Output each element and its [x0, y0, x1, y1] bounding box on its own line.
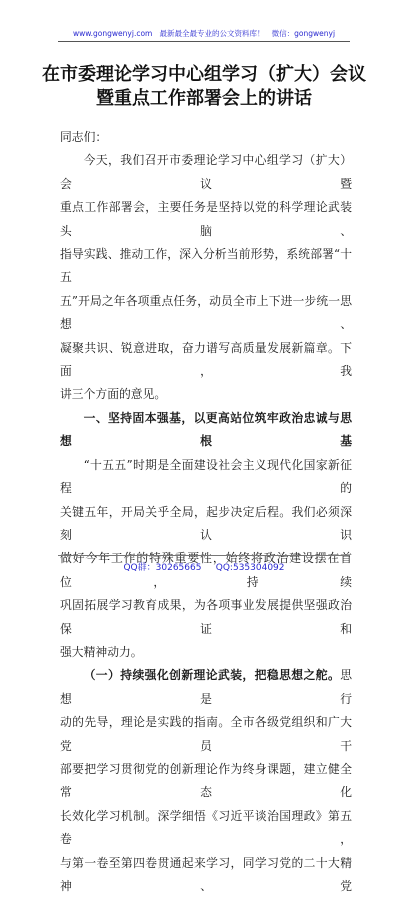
footer-qq: QQ:535304092 — [215, 563, 285, 573]
paragraph-line: 强大精神动力。 — [60, 644, 143, 659]
header-site[interactable]: www.gongwenyj.com — [72, 29, 153, 38]
section-heading: 一、坚持固本强基，以更高站位筑牢政治忠诚与思想根基 — [60, 410, 352, 449]
footer-divider — [58, 555, 350, 556]
paragraph-line: 今天，我们召开市委理论学习中心组学习（扩大）会议暨 — [60, 153, 352, 191]
paragraph-line: “十五五”时期是全面建设社会主义现代化国家新征程的 — [60, 457, 352, 496]
document-body — [60, 126, 352, 898]
paragraph-line: 与第一卷至第四卷贯通起来学习，同学习党的二十大精神、党 — [60, 855, 352, 893]
salutation: 同志们： — [60, 130, 108, 144]
paragraph-line: 巩固拓展学习教育成果，为各项事业发展提供坚强政治保证和 — [60, 598, 352, 636]
paragraph-line: 长效化学习机制。深学细悟《习近平谈治国理政》第五卷， — [60, 808, 352, 847]
paragraph-line: 指导实践、推动工作，深入分析当前形势，系统部署“十五 — [60, 247, 352, 285]
subsection-heading: （一）持续强化创新理论武装，把稳思想之舵。 — [83, 668, 341, 683]
paragraph-line: 重点工作部署会，主要任务是坚持以党的科学理论武装头脑、 — [60, 200, 352, 238]
header-slogan: 最新最全最专业的公文资料库！ — [159, 29, 265, 38]
subsection-line — [60, 664, 352, 711]
document-title-line1: 在市委理论学习中心组学习（扩大）会议 — [42, 64, 366, 85]
paragraph-line: 五”开局之年各项重点任务，动员全市上下进一步统一思想、 — [60, 293, 352, 332]
header-divider — [58, 41, 350, 42]
subsection-text: 思想是行 — [60, 668, 352, 706]
page-footer — [0, 560, 408, 573]
paragraph-line: 做好今年工作的特殊重要性，始终将政治建设摆在首位，持续 — [60, 551, 352, 589]
paragraph-line: 讲三个方面的意见。 — [60, 387, 167, 402]
header-wechat: 微信：gongwenyj — [271, 29, 336, 38]
page-header — [0, 28, 408, 39]
footer-qq-group: QQ群：30265665 — [123, 563, 202, 573]
document-title-line2: 暨重点工作部署会上的讲话 — [96, 88, 312, 109]
paragraph-line: 部要把学习贯彻党的创新理论作为终身课题，建立健全常态化 — [60, 761, 352, 800]
paragraph-line: 动的先导，理论是实践的指南。全市各级党组织和广大党员干 — [60, 715, 352, 753]
paragraph-line: 凝聚共识、锐意进取，奋力谱写高质量发展新篇章。下面，我 — [60, 340, 352, 379]
paragraph-line: 关键五年，开局关乎全局，起步决定后程。我们必须深刻认识 — [60, 504, 352, 542]
